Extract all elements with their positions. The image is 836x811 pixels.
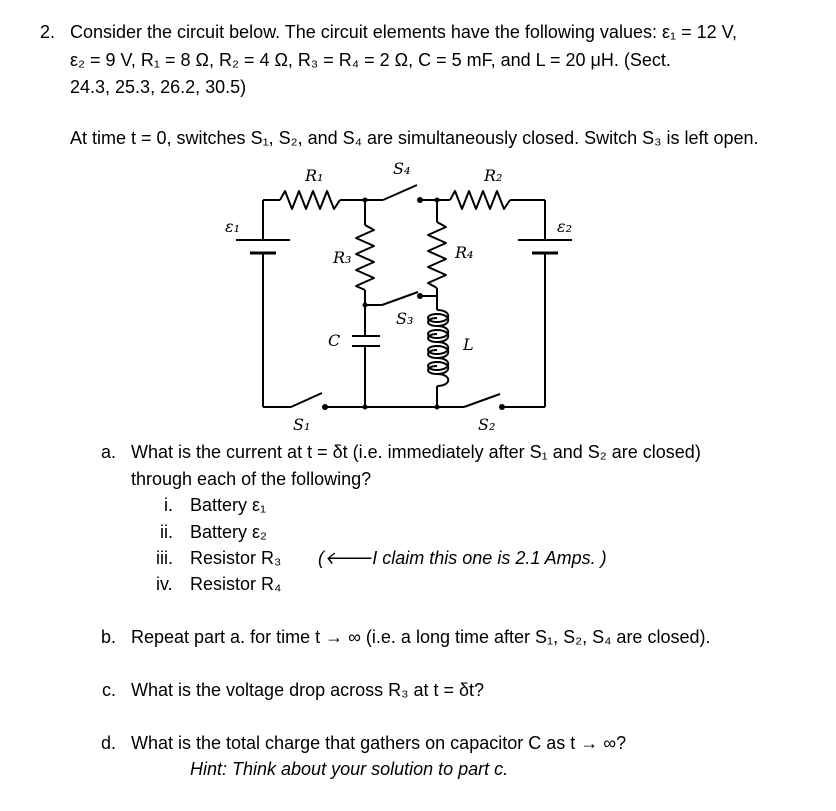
list-item-marker: iv.: [156, 574, 173, 594]
switch-s1-contact: [322, 404, 328, 410]
problem-line-2: ε₂ = 9 V, R₁ = 8 Ω, R₂ = 4 Ω, R₃ = R₄ = 2 Ω, C = 5 mF, and L = 20 μH. (Sect.: [70, 50, 671, 70]
part-b-marker: b.: [101, 627, 117, 647]
label-l: L: [463, 335, 474, 354]
label-s3: S₃: [396, 309, 414, 328]
problem-line-1: Consider the circuit below. The circuit elements have the following values: ε₁ = 12 V,: [70, 22, 737, 42]
list-item: Resistor R₃: [190, 548, 282, 568]
list-item-marker: i.: [164, 495, 173, 515]
label-s1: S₁: [293, 415, 311, 434]
part-d-hint: Hint: Think about your solution to part c.: [190, 759, 509, 779]
part-a-line-2: through each of the following?: [131, 469, 372, 489]
junction-dot: [435, 198, 440, 203]
part-d-text: What is the total charge that gathers on capacitor C as t → ∞?: [131, 733, 627, 753]
label-r3: R₃: [333, 248, 352, 267]
part-a-line-1: What is the current at t = δt (i.e. immediately after S₁ and S₂ are closed): [131, 442, 701, 462]
problem-intro: At time t = 0, switches S₁, S₂, and S₄ are simultaneously closed. Switch S₃ is left open.: [70, 128, 759, 148]
junction-dot: [363, 405, 368, 410]
junction-dot: [435, 405, 440, 410]
junction-dot: [363, 303, 368, 308]
switch-s2-contact: [499, 404, 505, 410]
problem-line-3: 24.3, 25.3, 26.2, 30.5): [70, 77, 247, 97]
resistor-r1: [280, 191, 340, 209]
list-item-marker: ii.: [160, 522, 173, 542]
resistor-r4: [428, 222, 446, 288]
label-s4: S₄: [393, 159, 411, 178]
label-r4: R₄: [455, 243, 474, 262]
part-b-text: Repeat part a. for time t → ∞ (i.e. a long time after S₁, S₂, S₄ are closed).: [131, 627, 711, 647]
part-c-text: What is the voltage drop across R₃ at t = δt?: [131, 680, 485, 700]
switch-s2-blade: [464, 394, 500, 407]
part-d-marker: d.: [101, 733, 117, 753]
label-e1: ε₁: [225, 217, 240, 236]
label-r1: R₁: [305, 166, 324, 185]
list-item: Resistor R₄: [190, 574, 282, 594]
switch-s1-blade: [291, 393, 322, 407]
resistor-r3: [356, 225, 374, 290]
switch-s4-contact: [417, 197, 423, 203]
problem-number: 2.: [40, 22, 56, 42]
label-s2: S₂: [478, 415, 496, 434]
list-item: Battery ε₂: [190, 522, 268, 542]
label-r2: R₂: [484, 166, 503, 185]
part-c-marker: c.: [102, 680, 117, 700]
part-a-marker: a.: [101, 442, 117, 462]
switch-s3-blade: [382, 292, 418, 305]
list-item: Battery ε₁: [190, 495, 267, 515]
label-c: C: [328, 331, 341, 350]
switch-s4-blade: [383, 185, 417, 200]
junction-dot: [363, 198, 368, 203]
inductor-l: [428, 310, 448, 386]
switch-s3-contact: [417, 293, 423, 299]
list-item-marker: iii.: [156, 548, 173, 568]
label-e2: ε₂: [557, 217, 572, 236]
part-a-note: (🡐I claim this one is 2.1 Amps. ): [318, 548, 607, 568]
resistor-r2: [450, 191, 510, 209]
